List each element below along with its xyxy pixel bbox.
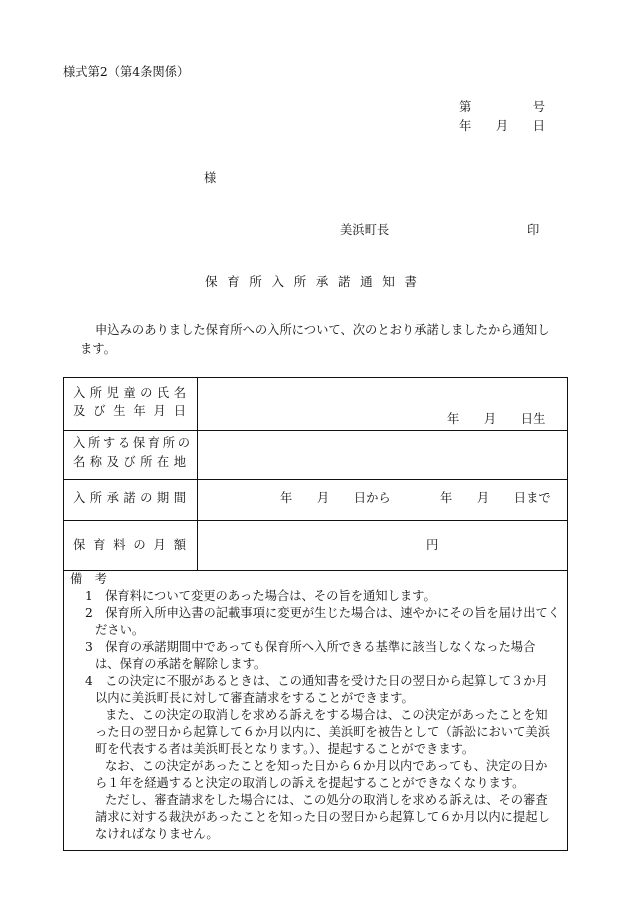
form-number: 様式第2（第4条関係） [63, 65, 190, 79]
note-line: ただし、審査請求をした場合には、この処分の取消しを求める訴えは、その審査 [105, 793, 548, 807]
notes-heading: 備 考 [70, 572, 107, 586]
seal-mark: 印 [527, 223, 540, 237]
row-fee-label: 保 育 料 の 月 額 [73, 538, 186, 552]
row-child-name-label: 及 び 生 年 月 日 [73, 404, 186, 418]
row-nursery-label: 入所する保育所の [73, 436, 190, 450]
recipient-suffix: 様 [204, 171, 217, 185]
note-line: 町を代表する者は美浜町長となります。）、提起することができます。 [95, 742, 475, 756]
note-line: った日の翌日から起算して６か月以内に、美浜町を被告として（訴訟において美浜 [95, 725, 550, 739]
notes-section [0, 571, 630, 843]
note-line: 請求に対する裁決があったことを知った日の翌日から起算して６か月以内に提起し [95, 810, 550, 824]
document-title: 保 育 所 入 所 承 諾 通 知 書 [205, 274, 417, 289]
birth-date-value: 年 月 日生 [447, 412, 546, 426]
table-column-divider [197, 377, 198, 570]
table-row-divider [63, 479, 568, 480]
note-line: 2 保育所入所申込書の記載事項に変更が生じた場合は、速やかにその旨を届け出てく [85, 606, 561, 620]
document-number: 第 号 [459, 100, 546, 114]
note-line: なお、この決定があったことを知った日から６か月以内であっても、決定の日か [105, 759, 548, 773]
note-line: 3 保育の承諾期間中であっても保育所へ入所できる基準に該当しなくなった場合 [85, 640, 536, 654]
table-row-divider [63, 520, 568, 521]
intro-line-2: ます。 [80, 342, 116, 356]
monthly-fee-value: 円 [426, 538, 439, 552]
note-line: 1 保育料について変更のあった場合は、その旨を通知します。 [85, 589, 436, 603]
table-row-divider [63, 430, 568, 431]
note-line: 4 この決定に不服があるときは、この通知書を受けた日の翌日から起算して３か月 [85, 674, 548, 688]
period-from-value: 年 月 日から [280, 491, 391, 505]
period-to-value: 年 月 日まで [440, 491, 551, 505]
row-child-name-label: 入所児童の氏名 [73, 386, 186, 400]
row-period-label: 入 所 承 諾 の 期 間 [73, 491, 186, 505]
note-line: ら１年を経過すると決定の取消しの訴えを提起することができなくなります。 [95, 776, 525, 790]
note-line: 以内に美浜町長に対して審査請求をすることができます。 [95, 691, 414, 705]
note-line: ださい。 [95, 623, 145, 637]
note-line: は、保育の承諾を解除します。 [95, 657, 267, 671]
intro-line-1: 申込みのありました保育所への入所について、次のとおり承諾しましたから通知し [95, 323, 550, 337]
note-line: なければなりません。 [95, 827, 219, 841]
issuer-name: 美浜町長 [340, 223, 390, 237]
row-nursery-label: 名 称 及 び 所 在 地 [73, 455, 186, 469]
issue-date: 年 月 日 [459, 119, 546, 133]
note-line: また、この決定の取消しを求める訴えをする場合は、この決定があったことを知 [105, 708, 548, 722]
